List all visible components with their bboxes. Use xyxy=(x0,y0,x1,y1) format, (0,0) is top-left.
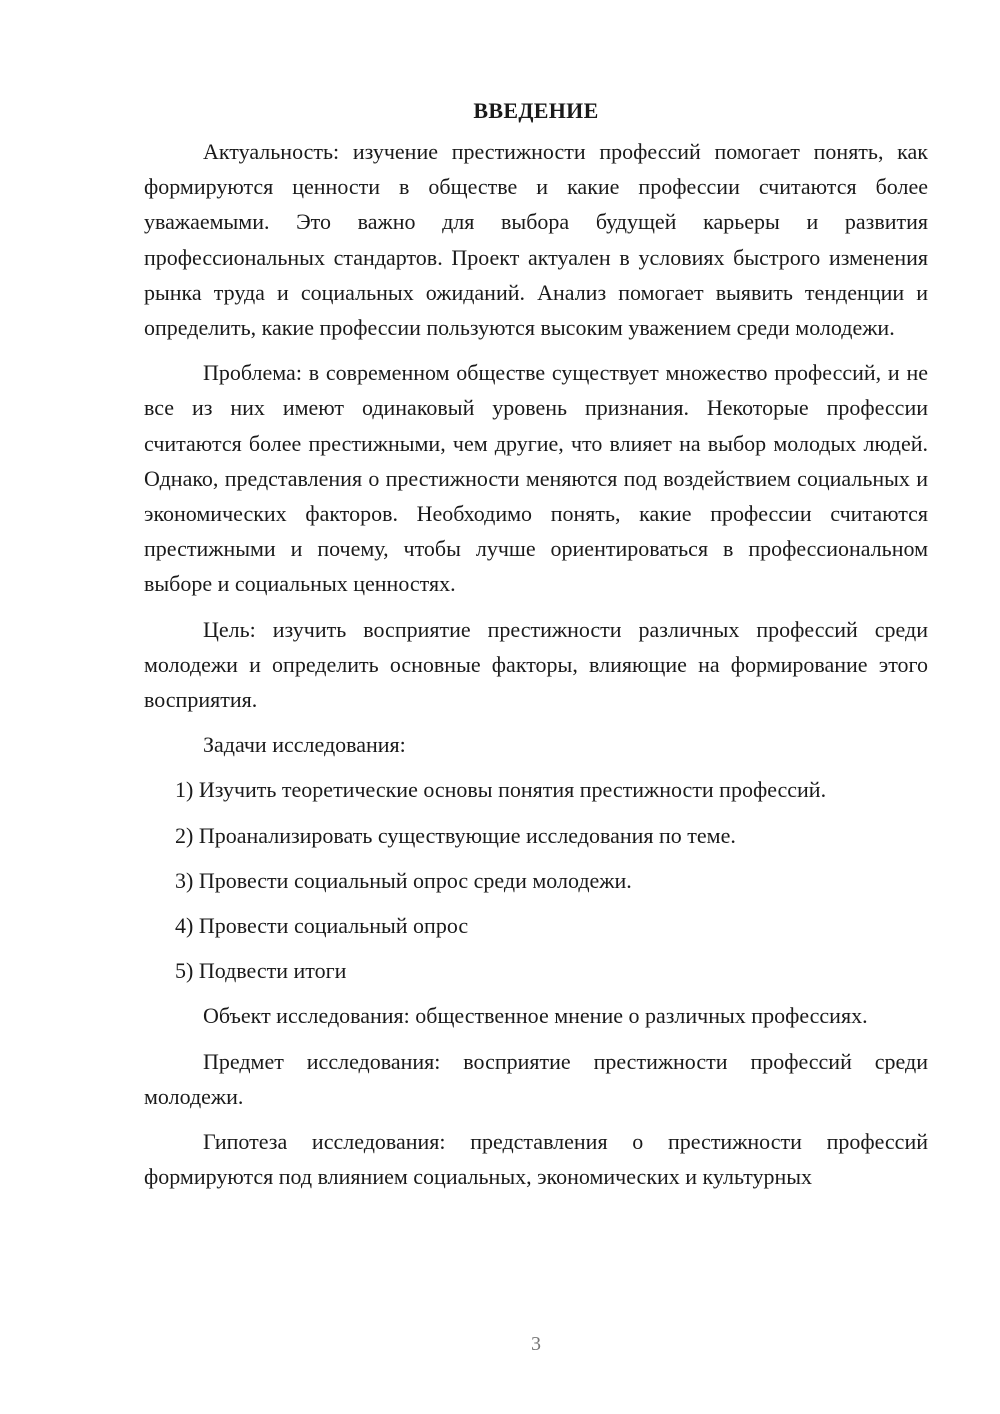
goal-paragraph: Цель: изучить восприятие престижности различных профессий среди молодежи и определить основные факторы, влияющие на формирование этого восприятия. xyxy=(144,616,928,713)
tasks-list xyxy=(144,772,928,988)
object-paragraph: Объект исследования: общественное мнение о различных профессиях. xyxy=(203,1003,868,1029)
task-item: 1) Изучить теоретические основы понятия престижности профессий. xyxy=(175,777,827,803)
task-item: 4) Провести социальный опрос xyxy=(175,913,469,939)
problem-paragraph: Проблема: в современном обществе существует множество профессий, и не все из них имеют одинаковый уровень признания. Некоторые профессии считаются более престижными, чем другие, что влияет на выбор молодых людей. Однако, представления о престижности меняются под воздействием социальных и экономических факторов. Необходимо понять, какие профессии считаются престижными и почему, чтобы лучше ориентироваться в профессиональном выборе и социальных ценностях. xyxy=(144,360,928,597)
task-item: 2) Проанализировать существующие исследования по теме. xyxy=(175,822,736,848)
relevance-paragraph: Актуальность: изучение престижности профессий помогает понять, как формируются ценности в обществе и какие профессии считаются более уважаемыми. Это важно для выбора будущей карьеры и развития профессиональных стандартов. Проект актуален в условиях быстрого изменения рынка труда и социальных ожиданий. Анализ помогает выявить тенденции и определить, какие профессии пользуются высоким уважением среди молодежи. xyxy=(144,139,928,341)
page-content xyxy=(144,96,928,1204)
section-title: ВВЕДЕНИЕ xyxy=(473,98,599,123)
subject-paragraph: Предмет исследования: восприятие престижности профессий среди молодежи. xyxy=(144,1048,928,1109)
task-item: 5) Подвести итоги xyxy=(175,958,347,984)
hypothesis-paragraph: Гипотеза исследования: представления о престижности профессий формируются под влиянием социальных, экономических и культурных xyxy=(144,1129,928,1190)
tasks-heading: Задачи исследования: xyxy=(203,732,406,758)
page-number: 3 xyxy=(531,1333,541,1355)
task-item: 3) Провести социальный опрос среди молодежи. xyxy=(175,867,632,893)
